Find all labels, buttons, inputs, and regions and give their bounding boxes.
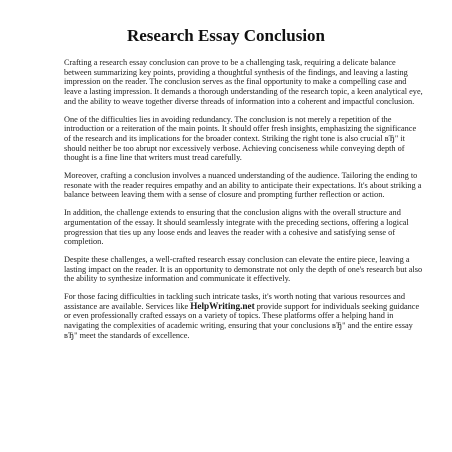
- paragraph-3: Moreover, crafting a conclusion involves a nuanced understanding of the audience. Tailoring the ending to resonate with the reader requires empathy and an ability to anticipate their expectations. It's about striking a balance between leaving them with a sense of closure and prompting further reflection or action.: [64, 171, 422, 200]
- paragraph-5: Despite these challenges, a well-crafted research essay conclusion can elevate the entire piece, leaving a lasting impact on the reader. It is an opportunity to demonstrate not only the depth of one's research but also the ability to synthesize information and communicate it effectively.: [64, 254, 423, 284]
- document-title: Research Essay Conclusion: [126, 26, 326, 45]
- paragraph-2: One of the difficulties lies in avoiding redundancy. The conclusion is not merely a repetition of the introduction or a reiteration of the main points. It should offer fresh insights, emphasizing the significance of the research and its implications for the broader context. Striking the right tone is also crucial вЂ" it should neither be too abrupt nor excessively verbose. Achieving conciseness while conveying depth of thought is a fine line that writers must tread carefully.: [64, 114, 417, 163]
- document-body: [64, 58, 424, 349]
- paragraph-1: Crafting a research essay conclusion can prove to be a challenging task, requiring a delicate balance between summarizing key points, providing a thoughtful synthesis of the findings, and leaving a lasting impression on the reader. The conclusion serves as the final opportunity to make a compelling case and leave a lasting impression. It demands a thorough understanding of the research topic, a keen analytical eye, and the ability to weave together diverse threads of information into a coherent and impactful conclusion.: [64, 58, 423, 106]
- paragraph-6-tail: provide support for individuals seeking guidance or even professionally crafted essays on a variety of topics. These platforms offer a helping hand in navigating the complexities of academic writing, ensuring that your conclusions вЂ" and the entire essay вЂ" meet the standards of excellence.: [64, 301, 420, 340]
- paragraph-4: In addition, the challenge extends to ensuring that the conclusion aligns with the overall structure and argumentation of the essay. It should seamlessly integrate with the preceding sections, offering a logical progression that ties up any loose ends and leaves the reader with a cohesive and satisfying sense of completion.: [64, 208, 409, 247]
- paragraph-6-lead: For those facing difficulties in tackling such intricate tasks, it's worth noting that various resources and assistance are available. Services like: [64, 292, 405, 311]
- paragraph-6: [64, 292, 424, 341]
- brand-name: HelpWriting.net: [190, 300, 255, 311]
